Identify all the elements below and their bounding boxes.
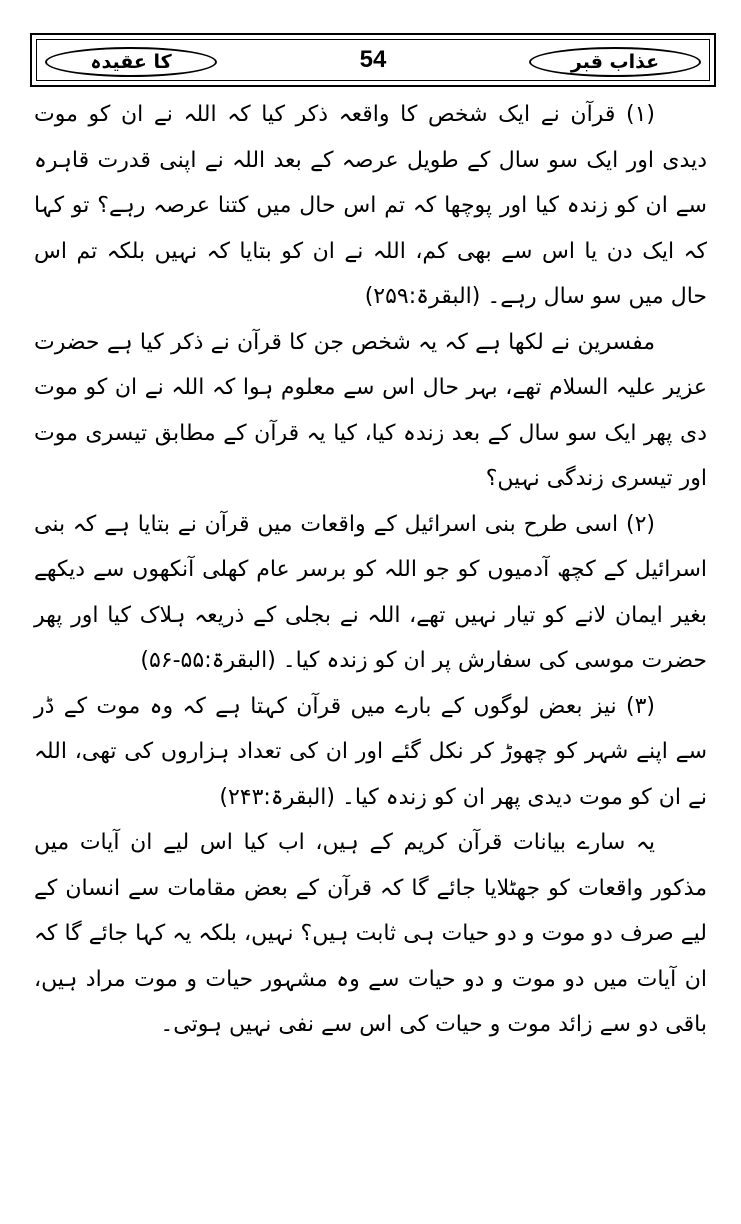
paragraph-5: یہ سارے بیانات قرآن کریم کے ہیں، اب کیا اس لیے ان آیات میں مذکور واقعات کو جھٹلایا جائے گا کہ قرآن کے بعض مقامات سے انسان کے لیے صرف دو موت و دو حیات ہی ثابت ہیں؟ نہیں، بلکہ یہ کہا جائے گا کہ ان آیات میں دو موت و دو حیات سے وہ مشہور حیات و موت مراد ہیں، باقی دو سے زائد موت و حیات کی اس سے نفی نہیں ہوتی۔ — [34, 830, 707, 1037]
paragraph-3: (۲) اسی طرح بنی اسرائیل کے واقعات میں قرآن نے بتایا ہے کہ بنی اسرائیل کے کچھ آدمیوں کو جو اللہ کو برسر عام کھلی آنکھوں سے دیکھے بغیر ایمان لانے کو تیار نہیں تھے، اللہ نے بجلی کے ذریعہ ہلاک کیا اور پھر حضرت موسی کی سفارش پر ان کو زندہ کیا۔ (البقرۃ:۵۵-۵۶) — [34, 511, 707, 673]
page-number: 54 — [359, 46, 387, 73]
page-header — [30, 33, 716, 87]
chapter-subtitle: کا عقیدہ — [90, 50, 172, 73]
paragraph-1: (۱) قرآن نے ایک شخص کا واقعہ ذکر کیا کہ اللہ نے ان کو موت دیدی اور ایک سو سال کے طویل عرصہ کے بعد اللہ نے اپنی قدرت قاہرہ سے ان کو زندہ کیا اور پوچھا کہ تم اس حال میں کتنا عرصہ رہے؟ تو کہا کہ ایک دن یا اس سے بھی کم، اللہ نے ان کو بتایا کہ نہیں بلکہ تم اس حال میں سو سال رہے۔ (البقرۃ:۲۵۹) — [34, 102, 707, 309]
page-body — [34, 92, 707, 1048]
chapter-title-badge — [529, 47, 701, 77]
paragraph-4: (۳) نیز بعض لوگوں کے بارے میں قرآن کہتا ہے کہ وہ موت کے ڈر سے اپنے شہر کو چھوڑ کر نکل گئے اور ان کی تعداد ہزاروں کی تھی، اللہ نے ان کو موت دیدی پھر ان کو زندہ کیا۔ (البقرۃ:۲۴۳) — [34, 693, 707, 810]
chapter-title: عذاب قبر — [570, 50, 660, 73]
page-header-inner-border — [36, 39, 710, 81]
chapter-subtitle-badge — [45, 47, 217, 77]
paragraph-2: مفسرین نے لکھا ہے کہ یہ شخص جن کا قرآن نے ذکر کیا ہے حضرت عزیر علیہ السلام تھے، بہر حال اس سے معلوم ہوا کہ اللہ نے ان کو موت دی پھر ایک سو سال کے بعد زندہ کیا، کیا یہ قرآن کے مطابق تیسری موت اور تیسری زندگی نہیں؟ — [34, 329, 707, 491]
